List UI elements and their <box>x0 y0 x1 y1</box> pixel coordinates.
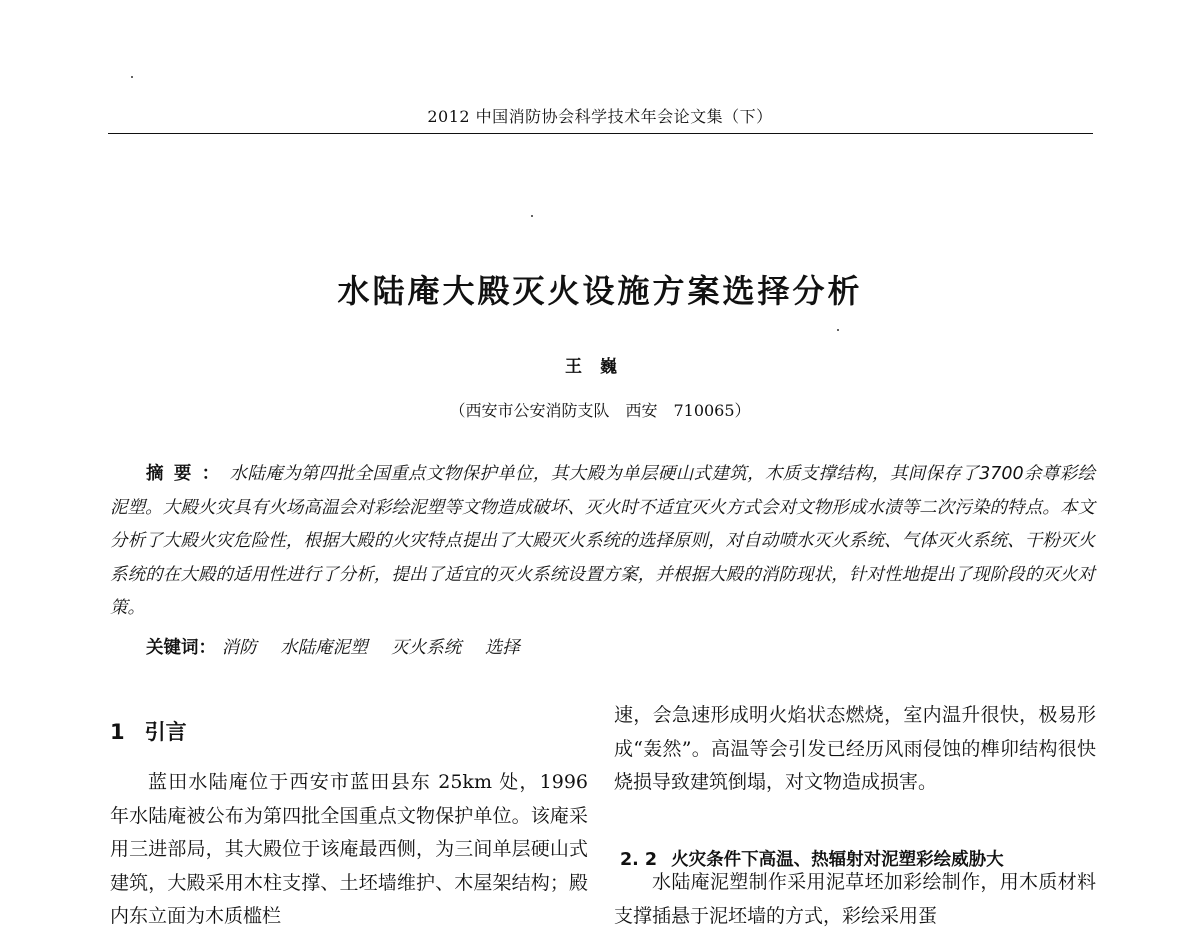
keyword-item: 选择 <box>484 638 520 658</box>
keyword-item: 灭火系统 <box>391 638 462 658</box>
keyword-item: 水陆庵泥塑 <box>280 638 368 658</box>
continued-paragraph: 速，会急速形成明火焰状态燃烧，室内温升很快，极易形成“轰然”。高温等会引发已经历风雨侵蚀的榫卯结构很快烧损导致建筑倒塌，对文物造成损害。 <box>614 704 1096 793</box>
subsection-paragraph: 水陆庵泥塑制作采用泥草坯加彩绘制作，用木质材料支撑插悬于泥坯墙的方式，彩绘采用蛋 <box>614 871 1096 927</box>
running-header: 2012 中国消防协会科学技术年会论文集（下） <box>427 107 773 126</box>
author-affiliation: （西安市公安消防支队 西安 710065） <box>449 401 751 420</box>
scan-speck <box>131 76 133 78</box>
author-name: 王巍 <box>565 357 635 377</box>
intro-paragraph: 蓝田水陆庵位于西安市蓝田县东 25km 处，1996 年水陆庵被公布为第四批全国重点文物保护单位。该庵采用三进部局，其大殿位于该庵最西侧，为三间单层硬山式建筑，大殿采用木柱支撑、土坯墙维护、木屋架结构；殿内东立面为木质槛栏 <box>110 771 588 927</box>
keyword-item: 消防 <box>221 638 257 658</box>
section-title: 引言 <box>144 720 187 744</box>
subsection-number: 2. 2 <box>620 850 658 870</box>
section-heading-introduction <box>110 716 187 746</box>
abstract-text: 水陆庵为第四批全国重点文物保护单位，其大殿为单层硬山式建筑，木质支撑结构，其间保存了3700余尊彩绘泥塑。大殿火灾具有火场高温会对彩绘泥塑等文物造成破坏、灭火时不适宜灭火方式会对文物形成水渍等二次污染的特点。本文分析了大殿火灾危险性，根据大殿的火灾特点提出了大殿灭火系统的选择原则，对自动喷水灭火系统、气体灭火系统、干粉灭火系统的在大殿的适用性进行了分析，提出了适宜的灭火系统设置方案，并根据大殿的消防现状，针对性地提出了现阶段的灭火对策。 <box>110 464 1095 618</box>
paper-title: 水陆庵大殿灭火设施方案选择分析 <box>337 272 863 310</box>
abstract-label: 摘要： <box>146 464 230 484</box>
keywords <box>146 634 538 659</box>
scan-speck <box>531 215 533 217</box>
scan-speck <box>837 329 839 331</box>
header-divider <box>108 133 1093 134</box>
abstract <box>110 458 1095 626</box>
subsection-title: 火灾条件下高温、热辐射对泥塑彩绘威胁大 <box>671 850 1004 870</box>
section-number: 1 <box>110 720 125 744</box>
keywords-label: 关键词： <box>146 638 216 658</box>
